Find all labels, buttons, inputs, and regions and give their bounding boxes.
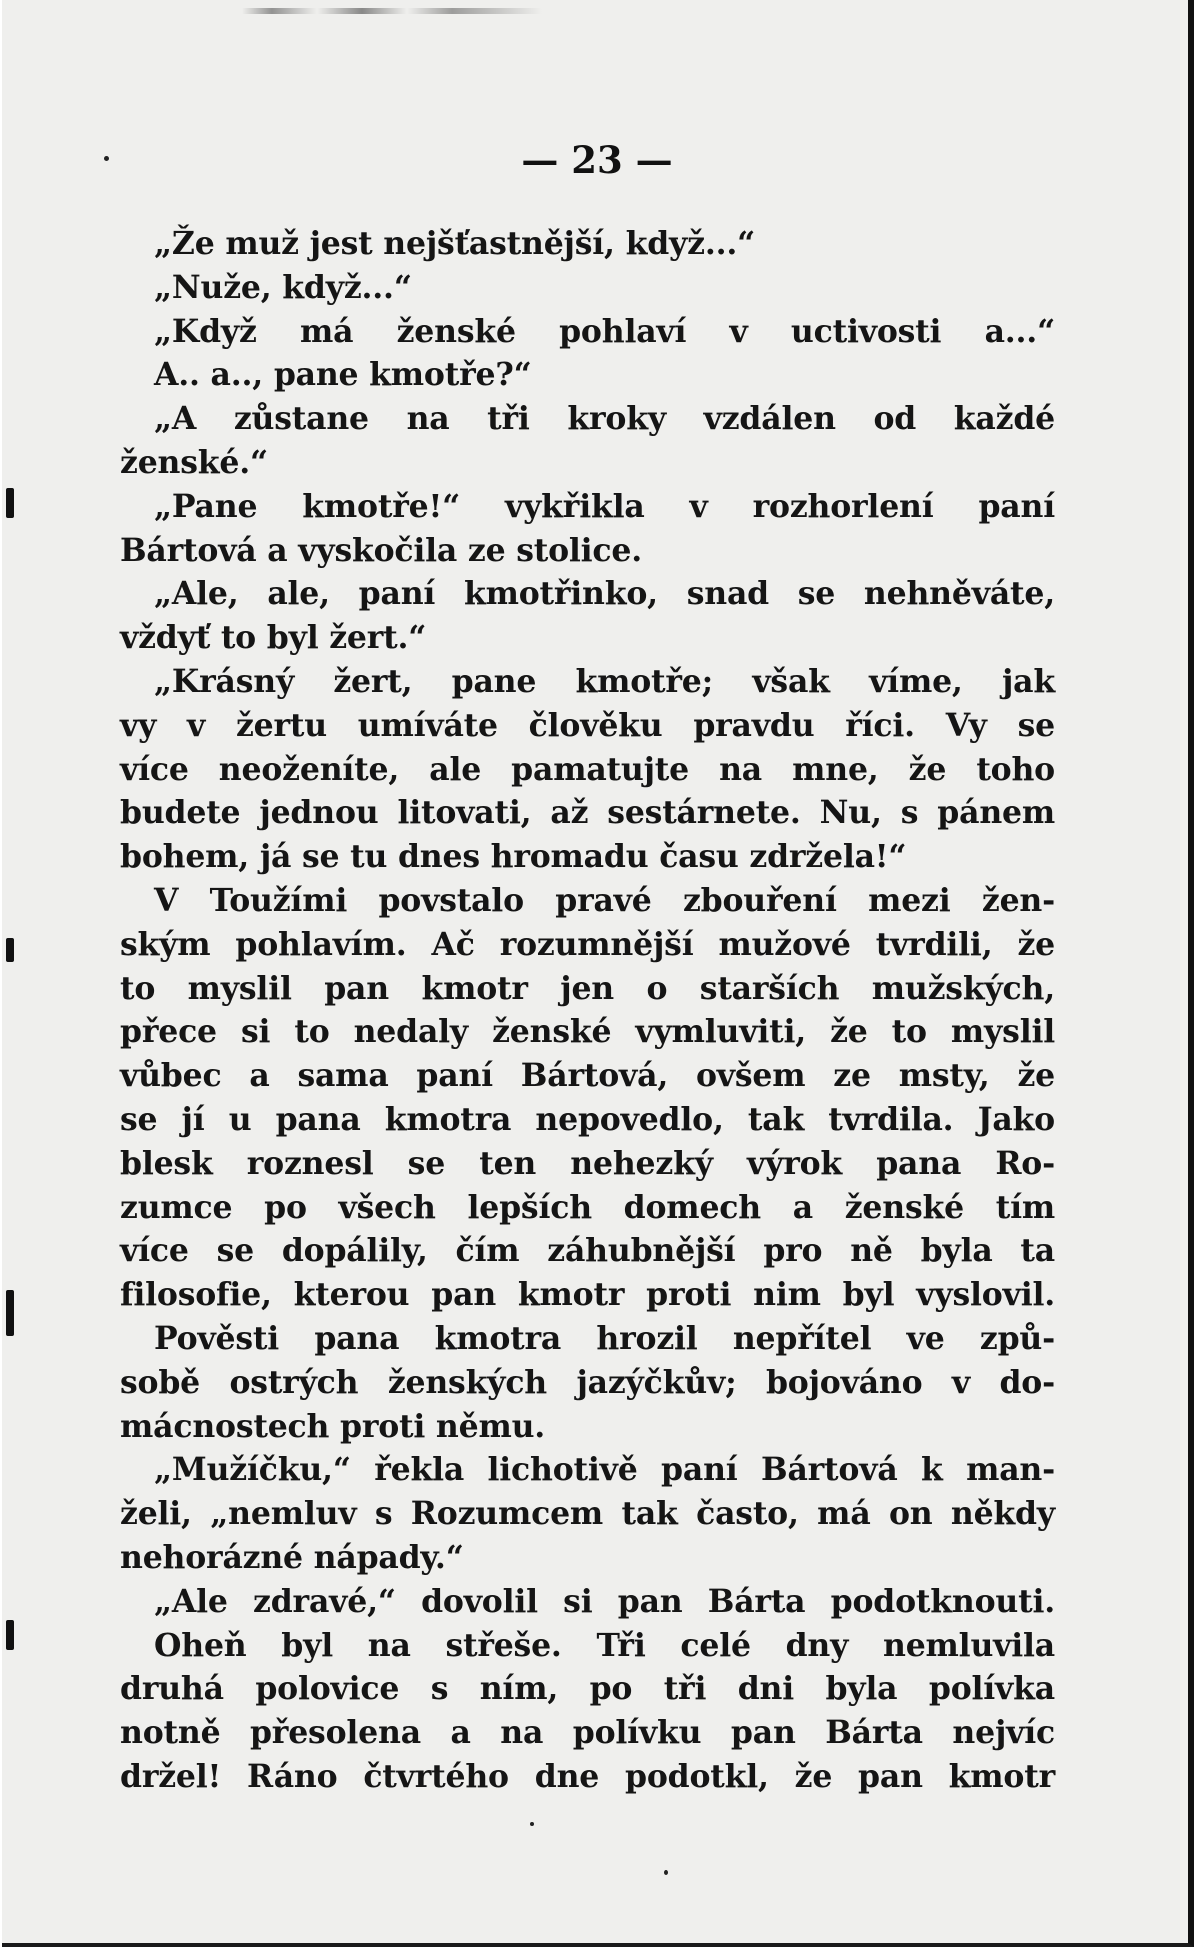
- text-line: notně přesolena a na polívku pan Bárta nejvíc: [120, 1714, 1055, 1752]
- margin-mark: [6, 488, 14, 518]
- margin-mark: [6, 1620, 14, 1650]
- margin-mark: [6, 1290, 14, 1336]
- text-line: vy v žertu umíváte člověku pravdu říci. Vy se: [120, 706, 1055, 744]
- text-line: „Že muž jest nejšťastnější, když...“: [154, 225, 756, 262]
- margin-mark: [6, 938, 14, 962]
- text-line: druhá polovice s ním, po tři dni byla polívka: [120, 1670, 1055, 1708]
- ink-speck: [664, 1870, 668, 1875]
- text-line: vždyť to byl žert.“: [120, 619, 427, 657]
- text-line: držel! Ráno čtvrtého dne podotkl, že pan kmotr: [120, 1757, 1055, 1795]
- text-line: více se dopálily, čím záhubnější pro ně byla ta: [120, 1232, 1055, 1270]
- text-line: „Ale zdravé,“ dovolil si pan Bárta podotknouti.: [154, 1582, 1055, 1620]
- text-line: přece si to nedaly ženské vymluviti, že to myslil: [120, 1013, 1055, 1051]
- text-line: to myslil pan kmotr jen o starších mužských,: [120, 969, 1055, 1007]
- text-line: „A zůstane na tři kroky vzdálen od každé: [154, 400, 1055, 438]
- text-line: V Toužími povstalo pravé zbouření mezi žen-: [154, 881, 1055, 919]
- text-line: budete jednou litovati, až sestárnete. Nu, s pánem: [120, 794, 1055, 832]
- text-line: želi, „nemluv s Rozumcem tak často, má on někdy: [120, 1495, 1055, 1533]
- text-line: blesk roznesl se ten nehezký výrok pana Ro-: [120, 1144, 1055, 1182]
- text-line: „Krásný žert, pane kmotře; však víme, jak: [154, 662, 1055, 700]
- text-line: „Mužíčku,“ řekla lichotivě paní Bártová k man-: [154, 1451, 1055, 1489]
- text-line: Oheň byl na střeše. Tři celé dny nemluvila: [154, 1626, 1055, 1664]
- text-line: „Ale, ale, paní kmotřinko, snad se nehněváte,: [154, 575, 1055, 613]
- text-line: nehorázné nápady.“: [120, 1538, 464, 1576]
- body-text: [120, 222, 1055, 1799]
- text-line: bohem, já se tu dnes hromadu času zdržela!“: [120, 838, 907, 876]
- text-line: A.. a.., pane kmotře?“: [154, 356, 532, 394]
- ink-speck: [104, 156, 109, 161]
- text-line: Bártová a vyskočila ze stolice.: [120, 531, 643, 569]
- text-line: vůbec a sama paní Bártová, ovšem ze msty, že: [120, 1057, 1055, 1095]
- page-number: — 23 —: [521, 138, 673, 182]
- text-line: se jí u pana kmotra nepovedlo, tak tvrdila. Jako: [120, 1100, 1055, 1138]
- text-line: ským pohlavím. Ač rozumnější mužové tvrdili, že: [120, 925, 1055, 963]
- text-line: více neoženíte, ale pamatujte na mne, že toho: [120, 750, 1055, 788]
- ink-speck: [530, 1822, 534, 1826]
- text-line: filosofie, kterou pan kmotr proti nim byl vyslovil.: [120, 1276, 1055, 1314]
- text-line: zumce po všech lepších domech a ženské tím: [120, 1188, 1055, 1226]
- text-line: sobě ostrých ženských jazýčkův; bojováno v do-: [120, 1363, 1055, 1401]
- text-line: „Když má ženské pohlaví v uctivosti a...“: [154, 312, 1055, 350]
- text-line: ženské.“: [120, 443, 268, 481]
- text-line: „Pane kmotře!“ vykřikla v rozhorlení paní: [154, 487, 1055, 525]
- text-line: „Nuže, když...“: [154, 268, 412, 306]
- top-ink-smudge: [242, 8, 542, 14]
- scanned-page: [2, 0, 1194, 1947]
- text-line: Pověsti pana kmotra hrozil nepřítel ve způ-: [154, 1319, 1055, 1357]
- text-line: mácnostech proti němu.: [120, 1407, 546, 1445]
